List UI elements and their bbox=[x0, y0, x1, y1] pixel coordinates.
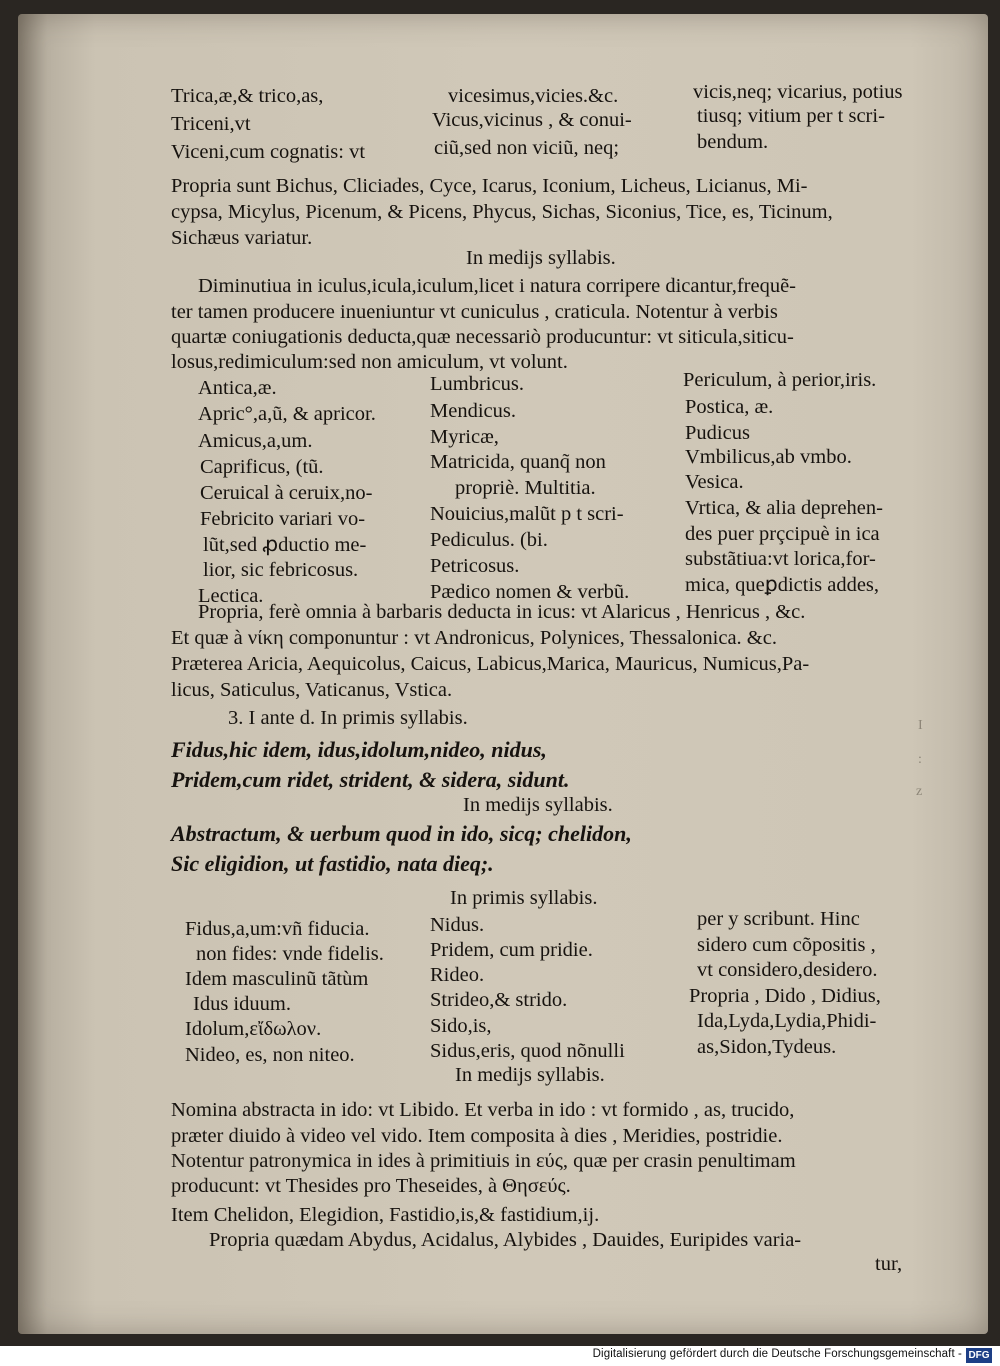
text-line: Pædico nomen & verbũ. bbox=[430, 581, 630, 603]
text-line: Vicus,vicinus , & conui- bbox=[432, 109, 632, 131]
text-line: Fidus,a,um:vñ fiducia. bbox=[185, 918, 370, 940]
text-line: as,Sidon,Tydeus. bbox=[697, 1036, 837, 1058]
text-line: lior, sic febricosus. bbox=[203, 559, 359, 581]
text-line: Diminutiua in iculus,icula,iculum,licet i natura corripere dicantur,frequẽ- bbox=[198, 275, 797, 297]
text-line: tiusq; vitium per t scri- bbox=[697, 105, 885, 127]
margin-bleed-mark: I bbox=[918, 718, 923, 733]
text-line: In medijs syllabis. bbox=[463, 794, 613, 816]
text-line: Lectica. bbox=[198, 585, 264, 607]
text-line: lũt,sed ꝓductio me- bbox=[203, 534, 367, 556]
text-line: substãtiua:vt lorica,for- bbox=[685, 548, 876, 570]
text-line: Sido,is, bbox=[430, 1015, 492, 1037]
text-line: Pediculus. (bi. bbox=[430, 529, 548, 551]
text-line: Propria , Dido , Didius, bbox=[689, 985, 881, 1007]
margin-bleed-mark: z bbox=[916, 784, 923, 799]
text-line: præter diuido à video vel vido. Item composita à dies , Meridies, postridie. bbox=[171, 1125, 783, 1147]
text-line: Nomina abstracta in ido: vt Libido. Et verba in ido : vt formido , as, trucido, bbox=[171, 1099, 795, 1121]
text-line: Lumbricus. bbox=[430, 373, 524, 395]
text-line: ter tamen producere inueniuntur vt cuniculus , craticula. Notentur à verbis bbox=[171, 301, 778, 323]
text-line: Rideo. bbox=[430, 964, 485, 986]
text-line: Fidus,hic idem, idus,idolum,nideo, nidus, bbox=[171, 737, 547, 762]
text-line: mica, queꝑdictis addes, bbox=[685, 574, 880, 596]
text-line: bendum. bbox=[697, 131, 769, 153]
dfg-logo: DFG bbox=[966, 1348, 992, 1363]
text-line: Nidus. bbox=[430, 914, 485, 936]
text-line: propriè. Multitia. bbox=[455, 477, 596, 499]
text-line: Nideo, es, non niteo. bbox=[185, 1044, 355, 1066]
text-line: cypsa, Micylus, Picenum, & Picens, Phycus, Sichas, Siconius, Tice, es, Ticinum, bbox=[171, 201, 833, 223]
text-line: Caprificus, (tũ. bbox=[200, 456, 324, 478]
text-line: Abstractum, & uerbum quod in ido, sicq; chelidon, bbox=[171, 821, 632, 846]
text-line: ciũ,sed non viciũ, neq; bbox=[434, 137, 620, 159]
text-line: Matricida, quanq̃ non bbox=[430, 451, 606, 473]
text-line: Sic eligidion, ut fastidio, nata dieq;. bbox=[171, 851, 494, 876]
text-line: Propria quædam Abydus, Acidalus, Alybides , Dauides, Euripides varia- bbox=[209, 1229, 802, 1251]
text-line: Sichæus variatur. bbox=[171, 227, 313, 249]
text-line: losus,redimiculum:sed non amiculum, vt volunt. bbox=[171, 351, 568, 373]
text-line: tur, bbox=[875, 1253, 903, 1275]
text-line: quartæ coniugationis deducta,quæ necessariò producuntur: vt siticula,siticu- bbox=[171, 326, 794, 348]
text-line: vicesimus,vicies.&c. bbox=[448, 85, 619, 107]
text-line: Postica, æ. bbox=[685, 396, 774, 418]
text-line: Idus iduum. bbox=[193, 993, 291, 1015]
text-line: In primis syllabis. bbox=[450, 887, 598, 909]
text-line: non fides: vnde fidelis. bbox=[196, 943, 384, 965]
text-line: 3. I ante d. In primis syllabis. bbox=[228, 707, 468, 729]
text-line: Idolum,εἴδωλον. bbox=[185, 1018, 322, 1040]
text-line: Apric°,a,ũ, & apricor. bbox=[198, 403, 376, 425]
text-line: Pridem, cum pridie. bbox=[430, 939, 593, 961]
text-line: producunt: vt Thesides pro Theseides, à Θησεύς. bbox=[171, 1175, 571, 1197]
text-line: vt considero,desidero. bbox=[697, 959, 878, 981]
text-line: Idem masculinũ tãtùm bbox=[185, 968, 369, 990]
text-line: per y scribunt. Hinc bbox=[697, 908, 860, 930]
text-line: Et quæ à νίκη componuntur : vt Andronicus, Polynices, Thessalonica. &c. bbox=[171, 627, 777, 649]
text-line: Præterea Aricia, Aequicolus, Caicus, Labicus,Marica, Mauricus, Numicus,Pa- bbox=[171, 653, 810, 675]
text-line: Antica,æ. bbox=[198, 377, 277, 399]
text-line: Amicus,a,um. bbox=[198, 430, 313, 452]
margin-bleed-mark: : bbox=[918, 752, 922, 767]
text-line: Myricæ, bbox=[430, 426, 499, 448]
footer-text: Digitalisierung gefördert durch die Deutsche Forschungsgemeinschaft - bbox=[592, 1348, 962, 1360]
text-line: Febricito variari vo- bbox=[200, 508, 366, 530]
text-line: In medijs syllabis. bbox=[455, 1064, 605, 1086]
text-line: Viceni,cum cognatis: vt bbox=[171, 141, 366, 163]
text-line: Mendicus. bbox=[430, 400, 516, 422]
text-line: Strideo,& strido. bbox=[430, 989, 568, 1011]
text-line: Periculum, à perior,iris. bbox=[683, 369, 877, 391]
text-line: Vesica. bbox=[685, 471, 744, 493]
text-line: Pudicus bbox=[685, 422, 750, 444]
text-line: Ida,Lyda,Lydia,Phidi- bbox=[697, 1010, 877, 1032]
text-line: des puer prçcipuè in ica bbox=[685, 523, 880, 545]
text-line: Nouicius,malũt p t scri- bbox=[430, 503, 624, 525]
text-line: Trica,æ,& trico,as, bbox=[171, 85, 324, 107]
text-line: licus, Saticulus, Vaticanus, Vstica. bbox=[171, 679, 453, 701]
text-line: Pridem,cum ridet, strident, & sidera, sidunt. bbox=[171, 767, 570, 792]
text-line: Vmbilicus,ab vmbo. bbox=[685, 446, 852, 468]
text-line: Triceni,vt bbox=[171, 113, 251, 135]
text-line: Propria sunt Bichus, Cliciades, Cyce, Icarus, Iconium, Licheus, Licianus, Mi- bbox=[171, 175, 808, 197]
text-line: Notentur patronymica in ides à primitiuis in εύς, quæ per crasin penultimam bbox=[171, 1150, 796, 1172]
text-line: sidero cum cõpositis , bbox=[697, 934, 876, 956]
text-line: Item Chelidon, Elegidion, Fastidio,is,& fastidium,ij. bbox=[171, 1204, 600, 1226]
text-line: Propria, ferè omnia à barbaris deducta in icus: vt Alaricus , Henricus , &c. bbox=[198, 601, 806, 623]
text-line: In medijs syllabis. bbox=[466, 247, 616, 269]
text-line: Petricosus. bbox=[430, 555, 520, 577]
text-line: Sidus,eris, quod nõnulli bbox=[430, 1040, 625, 1062]
text-line: vicis,neq; vicarius, potius bbox=[693, 81, 903, 103]
text-line: Ceruical à ceruix,no- bbox=[200, 482, 373, 504]
text-line: Vrtica, & alia deprehen- bbox=[685, 497, 883, 519]
